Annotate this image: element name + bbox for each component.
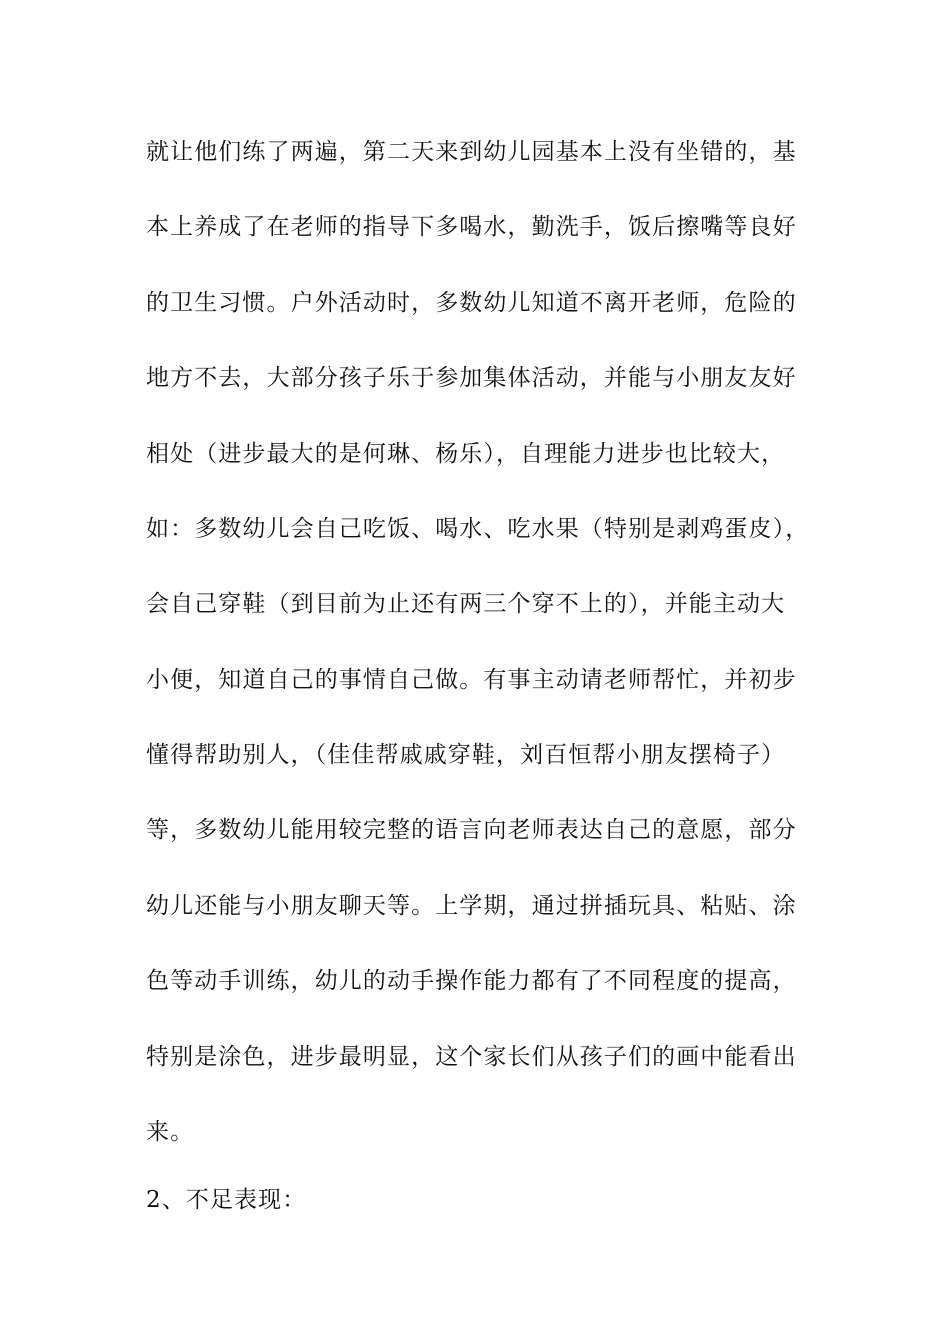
- paragraph-line: 小便，知道自己的事情自己做。有事主动请老师帮忙，并初步: [146, 667, 797, 693]
- paragraph-line: 地方不去，大部分孩子乐于参加集体活动，并能与小朋友友好: [146, 365, 797, 391]
- section-heading: 2、不足表现：: [146, 1187, 307, 1213]
- paragraph-line: 特别是涂色，进步最明显，这个家长们从孩子们的画中能看出: [146, 1044, 797, 1070]
- paragraph-line: 相处（进步最大的是何琳、杨乐），自理能力进步也比较大，: [146, 441, 786, 467]
- paragraph-line: 来。: [146, 1119, 195, 1145]
- paragraph-line: 色等动手训练，幼儿的动手操作能力都有了不同程度的提高，: [146, 968, 797, 994]
- paragraph-line: 会自己穿鞋（到目前为止还有两三个穿不上的），并能主动大: [146, 591, 786, 617]
- paragraph-line: 本上养成了在老师的指导下多喝水，勤洗手，饭后擦嘴等良好: [146, 214, 797, 240]
- paragraph-line: 等，多数幼儿能用较完整的语言向老师表达自己的意愿，部分: [146, 817, 797, 843]
- paragraph-line: 懂得帮助别人，（佳佳帮戚戚穿鞋，刘百恒帮小朋友摆椅子）: [146, 742, 786, 768]
- paragraph-line: 就让他们练了两遍，第二天来到幼儿园基本上没有坐错的，基: [146, 139, 797, 165]
- paragraph-line: 幼儿还能与小朋友聊天等。上学期，通过拼插玩具、粘贴、涂: [146, 893, 797, 919]
- paragraph-line: 如：多数幼儿会自己吃饭、喝水、吃水果（特别是剥鸡蛋皮），: [146, 516, 810, 542]
- paragraph-line: 的卫生习惯。户外活动时，多数幼儿知道不离开老师，危险的: [146, 290, 797, 316]
